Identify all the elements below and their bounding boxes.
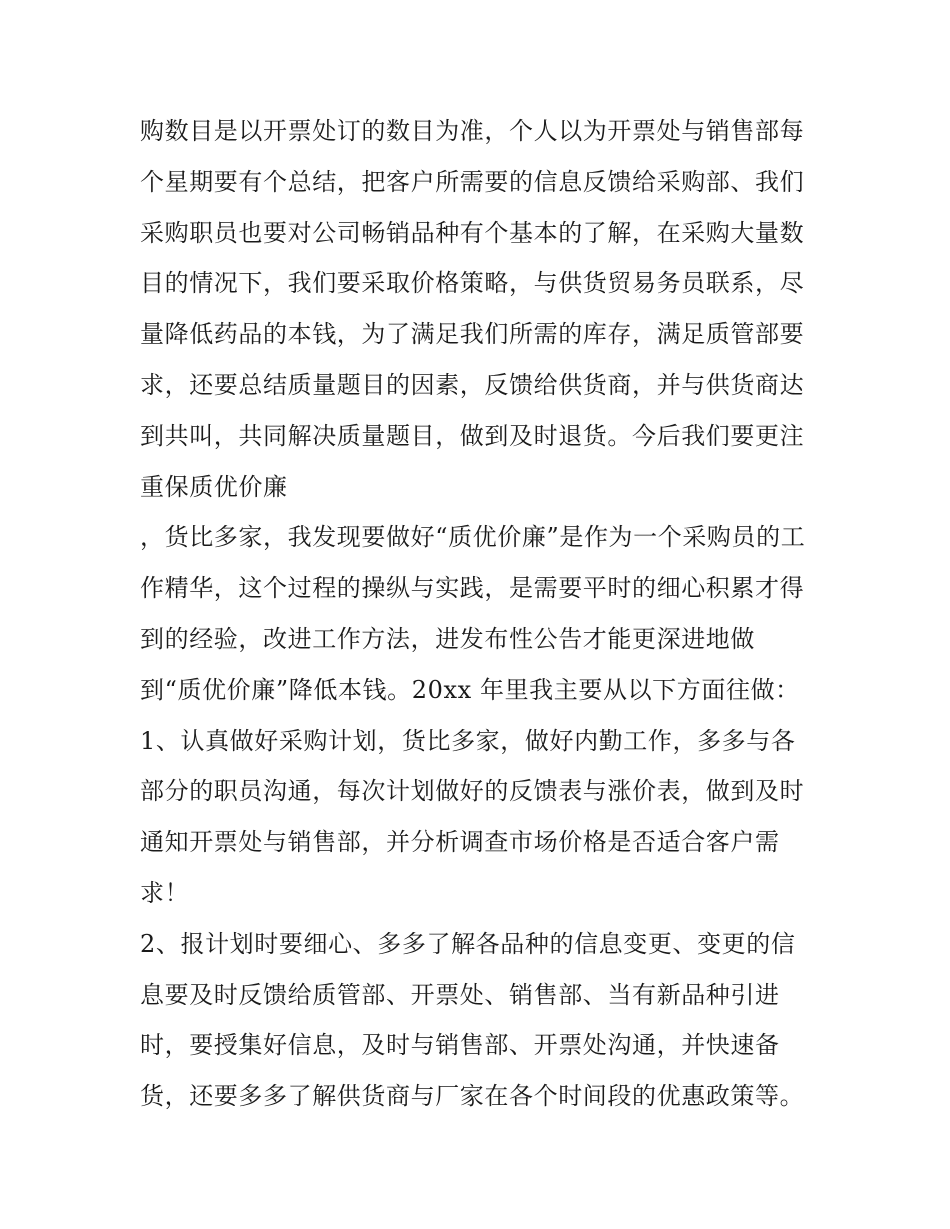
text-line: 部分的职员沟通，每次计划做好的反馈表与涨价表，做到及时 xyxy=(140,777,805,806)
text-line: 作精华，这个过程的操纵与实践，是需要平时的细心积累才得 xyxy=(140,574,805,603)
text-line: 采购职员也要对公司畅销品种有个基本的了解，在采购大量数 xyxy=(140,218,805,247)
text-line: 求，还要总结质量题目的因素，反馈给供货商，并与供货商达 xyxy=(140,370,805,399)
text-line: 2、报计划时要细心、多多了解各品种的信息变更、变更的信 xyxy=(140,929,796,958)
text-line: 量降低药品的本钱，为了满足我们所需的库存，满足质管部要 xyxy=(140,320,805,349)
text-line: 通知开票处与销售部，并分析调查市场价格是否适合客户需 xyxy=(140,828,780,857)
text-line: ，货比多家，我发现要做好“质优价廉”是作为一个采购员的工 xyxy=(140,523,806,552)
text-line: 到共叫，共同解决质量题目，做到及时退货。今后我们要更注 xyxy=(140,421,805,450)
text-line: 个星期要有个总结，把客户所需要的信息反馈给采购部、我们 xyxy=(140,167,805,196)
text-line: 求！ xyxy=(140,878,190,907)
text-line: 货，还要多多了解供货商与厂家在各个时间段的优惠政策等。 xyxy=(140,1082,805,1111)
text-line: 购数目是以开票处订的数目为准，个人以为开票处与销售部每 xyxy=(140,117,805,145)
text-line: 息要及时反馈给质管部、开票处、销售部、当有新品种引进 xyxy=(140,980,780,1009)
text-line: 时，要授集好信息，及时与销售部、开票处沟通，并快速备 xyxy=(140,1031,780,1060)
body-text xyxy=(140,106,830,1122)
text-line: 1、认真做好采购计划，货比多家，做好内勤工作，多多与各 xyxy=(140,726,796,755)
text-line: 重保质优价廉 xyxy=(140,472,288,501)
text-line: 到的经验，改进工作方法，进发布性公告才能更深进地做 xyxy=(140,624,755,653)
text-line: 目的情况下，我们要采取价格策略，与供货贸易务员联系，尽 xyxy=(140,269,805,298)
text-line: 到“质优价廉”降低本钱。20xx 年里我主要从以下方面往做： xyxy=(140,675,800,704)
